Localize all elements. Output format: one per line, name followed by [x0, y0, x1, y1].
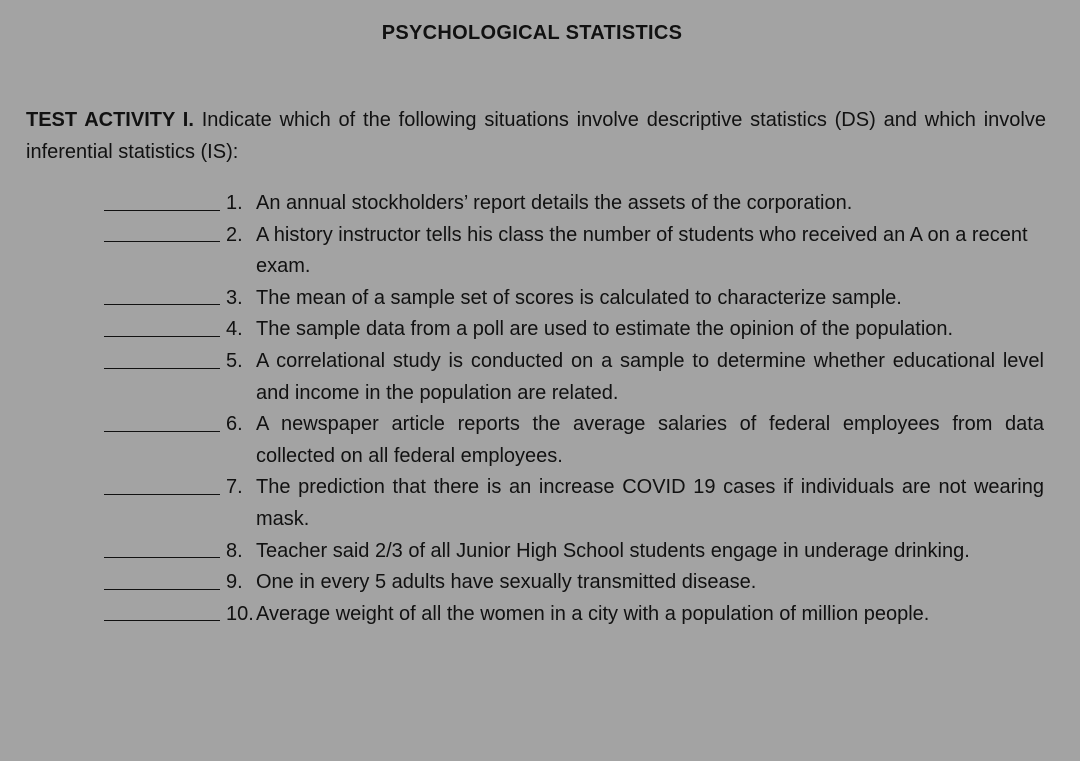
question-number: 10.: [226, 602, 254, 625]
question-text: Average weight of all the women in a city with a population of million people.: [256, 602, 930, 625]
question-text: A newspaper article reports the average salaries of federal employees from data collected on all federal employees.: [256, 413, 1044, 467]
question-text: The sample data from a poll are used to estimate the opinion of the population.: [256, 318, 954, 341]
question-number: 4.: [226, 318, 243, 341]
question-item-9: [104, 567, 1044, 599]
question-text: The prediction that there is an increase COVID 19 cases if individuals are not wearing mask.: [256, 476, 1044, 530]
question-number: 1.: [226, 192, 243, 214]
question-item-8: [104, 536, 1044, 568]
answer-blank-2[interactable]: [104, 220, 220, 252]
answer-blank-4[interactable]: [104, 314, 220, 346]
question-text: One in every 5 adults have sexually transmitted disease.: [256, 571, 757, 594]
answer-blank-5[interactable]: [104, 346, 220, 378]
activity-label: TEST ACTIVITY I.: [26, 109, 194, 131]
question-item-2: [104, 220, 1044, 283]
answer-blank-10[interactable]: [104, 599, 220, 631]
answer-blank-1[interactable]: [104, 188, 220, 220]
instructions-text: Indicate which of the following situations involve descriptive statistics (DS) and which involve inferential statistics (IS):: [26, 109, 1046, 163]
instructions-paragraph: [26, 104, 1046, 168]
question-text: A history instructor tells his class the number of students who received an A on a recent exam.: [256, 223, 1028, 278]
answer-blank-8[interactable]: [104, 536, 220, 568]
question-item-7: [104, 472, 1044, 535]
question-text: An annual stockholders’ report details the assets of the corporation.: [256, 192, 853, 214]
question-number: 8.: [226, 539, 243, 562]
question-text: Teacher said 2/3 of all Junior High School students engage in underage drinking.: [256, 539, 970, 562]
question-item-4: [104, 314, 1044, 346]
question-number: 2.: [226, 223, 243, 246]
question-list: [104, 188, 1044, 630]
answer-blank-9[interactable]: [104, 567, 220, 599]
question-number: 7.: [226, 476, 243, 499]
question-number: 5.: [226, 349, 243, 372]
answer-blank-6[interactable]: [104, 409, 220, 441]
question-item-1: [104, 188, 1044, 220]
question-item-5: [104, 346, 1044, 409]
question-number: 3.: [226, 286, 243, 309]
answer-blank-7[interactable]: [104, 472, 220, 504]
question-text: The mean of a sample set of scores is calculated to characterize sample.: [256, 286, 902, 309]
question-item-10: [104, 599, 1044, 631]
page-title: PSYCHOLOGICAL STATISTICS: [381, 22, 683, 44]
question-number: 6.: [226, 413, 243, 436]
answer-blank-3[interactable]: [104, 283, 220, 315]
question-text: A correlational study is conducted on a sample to determine whether educational level and income in the population are related.: [256, 349, 1044, 404]
question-number: 9.: [226, 571, 243, 594]
question-item-6: [104, 409, 1044, 472]
question-item-3: [104, 283, 1044, 315]
